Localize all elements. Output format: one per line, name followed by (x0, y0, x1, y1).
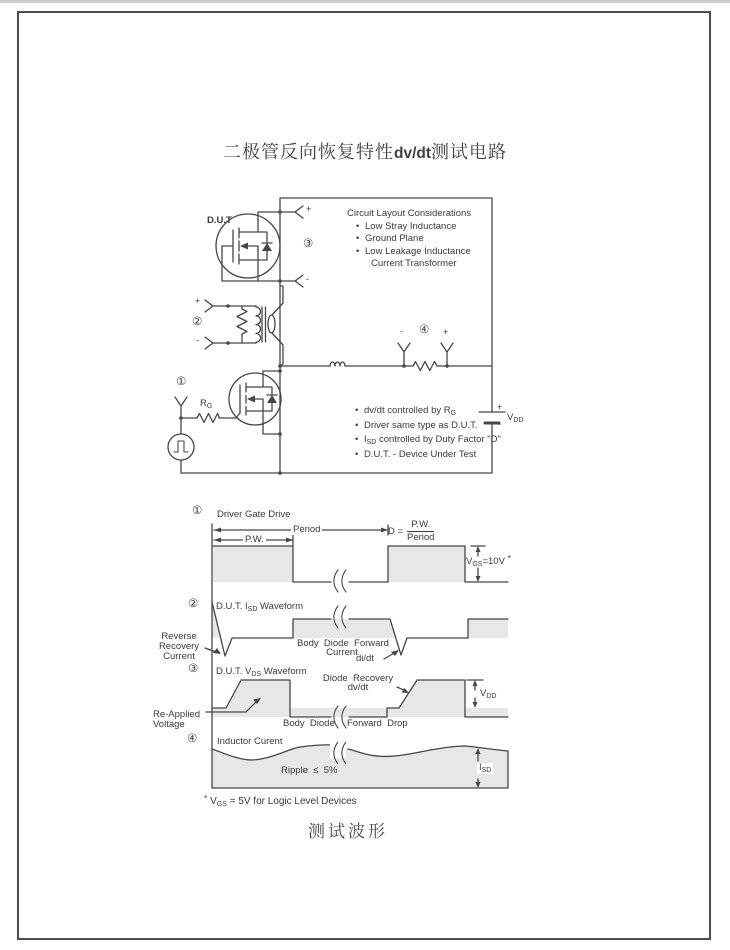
bullet-icon: • (356, 221, 360, 232)
page-title (0, 138, 730, 164)
vdd-label (507, 413, 523, 424)
w4-ripple-label: Ripple ≤ 5% (281, 765, 338, 776)
xfmr-plus-terminal (205, 300, 256, 312)
footnote-sub: GS (216, 801, 227, 808)
w3-recovery-arrowhead (402, 688, 410, 693)
w2-plateau2-fill (468, 619, 508, 638)
rail-inductor (330, 362, 345, 366)
xfmr-minus-label: - (196, 335, 199, 345)
footnote (204, 793, 357, 808)
w3-left1: Re-Applied (153, 709, 200, 720)
bullet-spacer (356, 258, 365, 270)
note-text (364, 433, 501, 448)
w2-title-pre: D.U.T. I (216, 601, 248, 612)
w2-plateau1-fill (293, 619, 396, 638)
note1-pre: dv/dt controlled by R (364, 405, 451, 416)
marker-3-waveform: ③ (188, 663, 199, 675)
vgs-star: * (507, 553, 511, 563)
w1-vgs-arrowhead-up (476, 546, 481, 552)
scan-top-strip (0, 0, 730, 3)
marker-4-waveform: ④ (187, 733, 198, 745)
rg-resistor (197, 414, 220, 423)
xfmr-minus-terminal (205, 337, 256, 349)
w1-pulse2-fill (388, 546, 465, 582)
layout-considerations-title: Circuit Layout Considerations (347, 208, 472, 219)
sense-resistor (413, 362, 437, 371)
xfmr-secondary-coil (268, 315, 275, 333)
w3-vdd-base: V (480, 688, 487, 699)
w1-period-arrowhead-right (381, 528, 388, 533)
marker-2-circuit: ② (192, 316, 203, 328)
vgs-sub: GS (472, 561, 483, 568)
w1-frac-denominator: Period (407, 532, 435, 543)
consideration-text: Low Stray Inductance (365, 221, 457, 232)
driver-channel-arrow (247, 396, 255, 403)
w3-vdd-arrowhead-down (473, 702, 478, 708)
dut-body-diode (262, 243, 272, 251)
w1-period-arrowhead-left (214, 528, 221, 533)
vgs-post: =10V (482, 556, 505, 567)
consideration-text: Ground Plane (365, 233, 424, 245)
w4-isd-base: I (479, 762, 482, 773)
w2-left2: Recovery (158, 641, 200, 652)
w4-isd-sub: SD (481, 767, 492, 774)
consideration-item (356, 221, 471, 233)
note-text: D.U.T. - Device Under Test (364, 449, 477, 460)
w1-vgs-label (466, 553, 511, 568)
marker-2-waveform: ② (188, 598, 199, 610)
bullet-icon: • (356, 233, 360, 245)
consideration-item (356, 258, 471, 270)
w1-pw-label: P.W. (245, 534, 264, 545)
bullet-icon: • (355, 420, 359, 431)
probe1-arrow (175, 397, 187, 418)
dut-kelvin-plus-label: + (306, 204, 312, 214)
xfmr-plus-label: + (195, 296, 201, 306)
w2-didt-label: di/dt (356, 653, 374, 664)
w3-vdd-arrowhead-up (473, 680, 478, 686)
w2-reverse-recovery-label (153, 632, 205, 662)
xfmr-secondary-leads (272, 286, 283, 366)
battery-plus-label: + (497, 402, 503, 412)
w3-body-diode-label: Body Diode (283, 718, 335, 729)
bullet-icon: • (355, 405, 359, 416)
footnote-v: V (210, 796, 217, 807)
w1-pw-arrowhead-right (286, 538, 293, 543)
rg-label (200, 399, 212, 410)
battery-minus-label: - (498, 419, 501, 429)
w2-left3: Current (163, 651, 195, 662)
marker-1-waveform: ① (192, 505, 203, 517)
sense-plus-terminal (441, 343, 453, 366)
w3-reapplied-label (153, 710, 200, 730)
w3-vdd-label (480, 689, 496, 700)
w4-title: Inductor Curent (217, 736, 283, 747)
w3-rec2: dv/dt (347, 682, 369, 694)
w2-title-post: Waveform (257, 601, 303, 612)
w4-isd-label (477, 763, 493, 774)
w2-didt-arrowhead (391, 650, 399, 656)
w3-diode-recovery-label (321, 674, 395, 693)
rg-sub: G (206, 403, 213, 410)
w1-period-label: Period (293, 524, 321, 535)
w1-title: Driver Gate Drive (217, 509, 291, 520)
w3-plateau2-fill (387, 680, 465, 717)
w1-frac-numerator: P.W. (407, 520, 434, 532)
w3-left2: Voltage (153, 719, 185, 730)
note3-post: controlled by Duty Factor "D" (376, 434, 501, 445)
consideration-item (356, 233, 471, 245)
layout-considerations-list (356, 221, 471, 270)
w1-duty-eq-label: D = (388, 526, 404, 537)
w2-body1: Body Diode Forward (297, 638, 389, 649)
driver-body-diode (267, 395, 277, 403)
bullet-icon: • (355, 449, 359, 460)
title-pre: 二极管反向恢复特性 (222, 142, 394, 162)
pulse-generator-circle (168, 434, 194, 460)
vgs-base: V (466, 556, 473, 567)
xfmr-resistor (237, 306, 247, 343)
xfmr-core (262, 307, 266, 342)
w2-body2: Current (326, 647, 358, 659)
bullet-icon: • (355, 434, 359, 445)
w4-break-bg (330, 741, 346, 758)
sense-minus-terminal (398, 343, 410, 366)
note-item (355, 404, 501, 419)
w3-title-post: Waveform (261, 666, 307, 677)
w3-title-sub: DS (251, 671, 262, 678)
dut-kelvin-minus-terminal (280, 275, 303, 287)
vdd-sub: DD (513, 417, 524, 424)
w3-vdd-sub: DD (486, 693, 497, 700)
w1-duty-fraction (407, 520, 434, 543)
consideration-item (356, 246, 471, 258)
w1-vgs-arrowhead-down (476, 576, 481, 582)
w3-rec1: Diode Recovery (322, 673, 394, 684)
vdd-base: V (507, 412, 514, 423)
w3-title-pre: D.U.T. V (216, 666, 252, 677)
dut-label: D.U.T (207, 215, 232, 226)
note-item (355, 433, 501, 448)
rg-base: R (200, 398, 207, 409)
bullet-icon: • (356, 245, 360, 257)
w2-left1: Reverse (161, 631, 197, 642)
pulse-generator-glyph (174, 441, 188, 452)
w1-break-icon (334, 570, 346, 592)
w2-title (216, 602, 303, 613)
sense-plus-label: + (443, 327, 449, 337)
circuit-notes-list (355, 404, 501, 462)
note-text (364, 404, 456, 419)
note3-sub: SD (366, 439, 377, 446)
marker-1-circuit: ① (176, 376, 187, 388)
title-dvdt: dv/dt (393, 145, 432, 162)
note-item (355, 448, 501, 462)
w3-forward-drop-label: Forward Drop (347, 718, 408, 729)
footnote-star: * (204, 793, 208, 803)
note-item (355, 419, 501, 433)
consideration-text: Low Leakage Inductance (365, 245, 471, 257)
note-text: Driver same type as D.U.T. (364, 420, 478, 431)
w3-title (216, 667, 307, 678)
w4-inductor-fill (212, 745, 508, 788)
marker-3-circuit: ③ (303, 238, 314, 250)
w2-title-sub: SD (247, 606, 258, 613)
dut-channel-arrow (240, 243, 248, 250)
footnote-rest: = 5V for Logic Level Devices (226, 796, 357, 807)
note3-pre: I (364, 434, 367, 445)
marker-4-circuit: ④ (419, 324, 430, 336)
w1-pulse1-fill (213, 546, 293, 582)
w1-pw-arrowhead-left (214, 538, 221, 543)
title-post: 测试电路 (431, 142, 508, 162)
xfmr-primary-coil (256, 306, 261, 343)
consideration-text: Current Transformer (371, 257, 457, 269)
note1-sub: G (450, 410, 457, 417)
dut-kelvin-plus-terminal (280, 206, 303, 218)
sense-minus-label: - (400, 326, 403, 336)
bottom-caption: 测试波形 (308, 822, 388, 841)
dut-kelvin-minus-label: - (306, 274, 309, 284)
